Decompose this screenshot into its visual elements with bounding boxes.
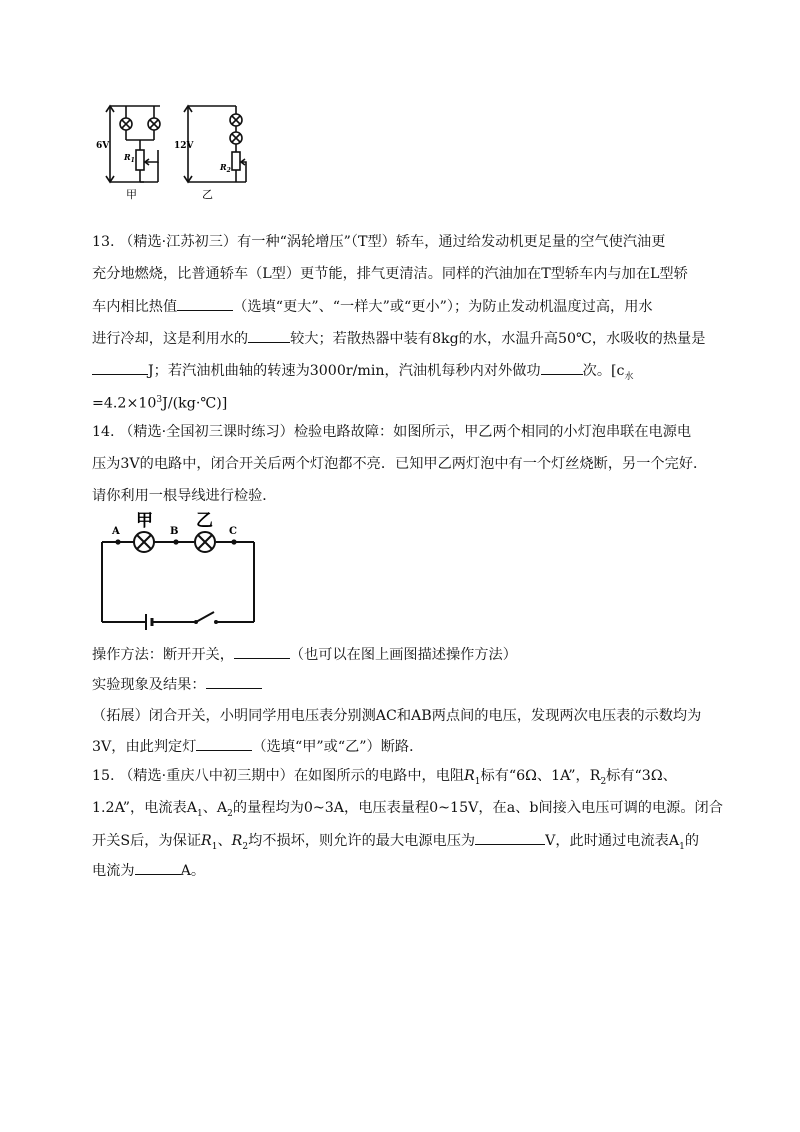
q14-result <box>92 674 262 695</box>
q15-r1-sub-2: 1 <box>211 841 218 852</box>
point-b-label: B <box>170 526 179 537</box>
point-a-label: A <box>112 526 120 537</box>
q13-line-6 <box>92 390 227 414</box>
q14-method <box>92 644 517 665</box>
point-a-dot <box>115 539 120 544</box>
q14-method-text-a: 操作方法：断开开关， <box>92 647 234 663</box>
q15-line-4 <box>92 860 205 881</box>
lamp-jia-label: 甲 <box>136 511 153 531</box>
q13-blank-2[interactable] <box>248 328 290 343</box>
q15-r1-sub: 1 <box>474 776 481 787</box>
q13-line-5-text-b: 次。[c <box>582 363 625 379</box>
q15-line-3-text-d: V，此时通过电流表A <box>545 833 680 849</box>
q15-line-3-text-c: 均不损坏，则允许的最大电源电压为 <box>248 833 476 849</box>
q15-line-1 <box>92 766 677 792</box>
q13-blank-3[interactable] <box>92 360 148 375</box>
q15-line-2-text-c: 的量程均为0~3A，电压表量程0~15V，在a、b间接入电压可调的电源。闭合 <box>232 800 723 816</box>
q15-line-3-text-a: 开关S后，为保证 <box>92 833 202 849</box>
q13-blank-1[interactable] <box>177 296 233 311</box>
jia-caption: 甲 <box>126 188 137 200</box>
figure-q14-circuit <box>96 510 261 632</box>
q14-line-1: 14. （精选·全国初三课时练习）检验电路故障：如图所示，甲乙两个相同的小灯泡串联在电源电 <box>92 424 692 440</box>
switch-contact-dot <box>214 620 218 624</box>
q13-line-3-text-b: （选填“更大”、“一样大”或“更小”）；为防止发动机温度过高，用水 <box>233 299 653 315</box>
q15-line-1-text-b: 标有“6Ω、1A”，R <box>480 768 601 784</box>
q14-blank-result[interactable] <box>206 674 262 689</box>
q13-line-5 <box>92 360 634 387</box>
q15-r1-symbol: R <box>464 768 475 784</box>
figure-top-circuits <box>96 100 256 200</box>
q14-line-2: 压为3V的电路中，闭合开关后两个灯泡都不亮．已知甲乙两灯泡中有一个灯丝烧断，另一个完好． <box>92 456 708 472</box>
q15-r2-sub-2: 2 <box>242 841 249 852</box>
q15-line-3 <box>92 830 699 857</box>
switch-pivot-dot <box>194 620 198 624</box>
q15-line-1-text-a: 15. （精选·重庆八中初三期中）在如图所示的电路中，电阻 <box>92 768 465 784</box>
q13-line-6-text-a: =4.2×10 <box>92 395 157 412</box>
point-c-label: C <box>229 526 237 537</box>
lamp-jia-icon <box>134 532 154 552</box>
q15-a2-sub: 2 <box>227 808 233 819</box>
q15-line-3-text-b: 、 <box>217 833 232 849</box>
yi-caption: 乙 <box>202 188 213 200</box>
q13-line-6-text-b: J/(kg·℃)] <box>162 395 228 412</box>
yi-voltage-label: 12V <box>174 141 194 151</box>
q14-blank-method[interactable] <box>234 644 290 659</box>
q13-c-water-sub: 水 <box>624 371 634 382</box>
q15-line-4-text-a: 电流为 <box>92 863 135 879</box>
q13-line-2: 充分地燃烧，比普通轿车（L型）更节能，排气更清洁。同样的汽油加在T型轿车内与加在L型轿 <box>92 266 688 282</box>
q14-result-text: 实验现象及结果： <box>92 677 206 693</box>
q14-line-3: 请你利用一根导线进行检验． <box>92 488 277 504</box>
q15-r1-symbol-2: R <box>201 833 212 849</box>
q15-line-3-text-e: 的 <box>684 833 700 849</box>
q15-line-1-text-c: 标有“3Ω、 <box>606 768 677 784</box>
q13-line-4-text-b: 较大；若散热器中装有8kg的水，水温升高50℃，水吸收的热量是 <box>290 331 706 347</box>
q15-r2-sub: 2 <box>600 776 607 787</box>
q14-blank-ext[interactable] <box>196 736 252 751</box>
lamp-yi-label: 乙 <box>196 511 213 531</box>
q13-line-3 <box>92 296 653 317</box>
q15-line-4-text-b: A。 <box>180 863 206 879</box>
q15-a1-sub-2: 1 <box>679 841 685 852</box>
yi-resistor-label: $R_2$ <box>220 162 231 174</box>
q15-line-2-text-b: 、A <box>202 800 228 816</box>
q14-ext-line-2 <box>92 736 423 757</box>
circuit-jia <box>106 106 160 182</box>
q14-method-text-b: （也可以在图上画图描述操作方法） <box>289 647 517 663</box>
jia-resistor-label: $R_1$ <box>124 152 135 164</box>
lamp-yi-icon <box>195 532 215 552</box>
q15-line-2 <box>92 798 723 824</box>
point-b-dot <box>173 539 178 544</box>
q15-blank-current[interactable] <box>135 860 181 875</box>
q14-ext-text-a: 3V，由此判定灯 <box>92 739 197 755</box>
q13-exponent: 3 <box>156 395 163 405</box>
q15-r2-symbol: R <box>231 833 243 849</box>
q13-line-4-text-a: 进行冷却，这是利用水的 <box>92 331 249 347</box>
q14-ext-line-1: （拓展）闭合开关，小明同学用电压表分别测AC和AB两点间的电压，发现两次电压表的示数均为 <box>92 708 702 724</box>
q13-line-3-text-a: 车内相比热值 <box>92 299 178 315</box>
q13-line-4 <box>92 328 705 349</box>
jia-voltage-label: 6V <box>96 141 110 151</box>
q15-line-2-text-a: 1.2A”，电流表A <box>92 800 197 816</box>
q14-ext-text-b: （选填“甲”或“乙”）断路． <box>252 739 424 755</box>
q15-a1-sub: 1 <box>196 808 203 819</box>
q15-blank-voltage[interactable] <box>475 830 545 845</box>
q13-line-1: 13. （精选·江苏初三）有一种“涡轮增压”（T型）轿车，通过给发动机更足量的空气使汽油更 <box>92 234 666 250</box>
point-c-dot <box>231 539 236 544</box>
q13-line-5-text-a: J；若汽油机曲轴的转速为3000r/min，汽油机每秒内对外做功 <box>148 363 541 379</box>
q13-blank-4[interactable] <box>541 360 583 375</box>
